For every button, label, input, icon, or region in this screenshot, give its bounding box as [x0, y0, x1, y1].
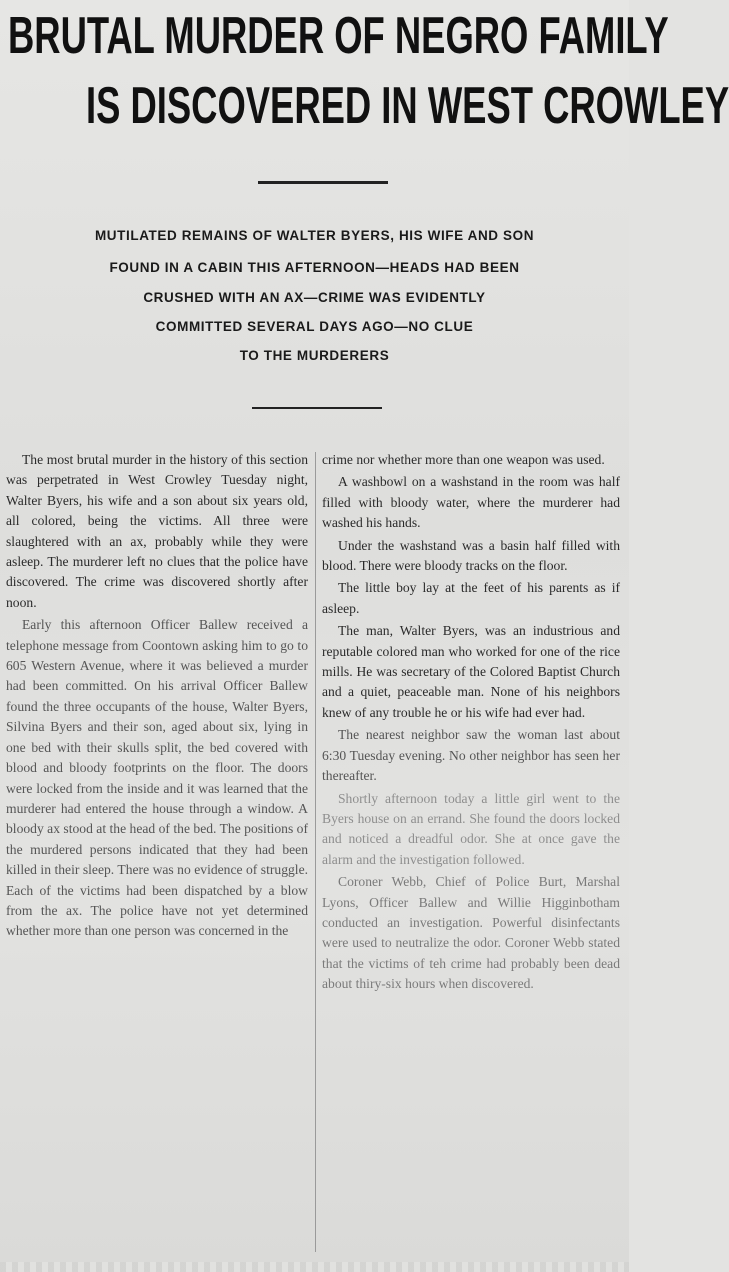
deck-divider [252, 407, 382, 409]
paragraph-little-girl: Shortly afternoon today a little girl went to the Byers house on an errand. She found the doors locked and noticed a dreadful odor. She at once gave the alarm and the investigation followed. [322, 790, 620, 867]
paragraph-continuation: crime nor whether more than one weapon was used. [322, 452, 605, 467]
paragraph-walter-byers: The man, Walter Byers, was an industrious and reputable colored man who worked for one of the rice mills. He was secretary of the Colored Baptist Church and a quiet, peaceable man. None of his neighbors knew of any trouble he or his wife had ever had. [322, 623, 620, 720]
deck-line-4: COMMITTED SEVERAL DAYS AGO—NO CLUE [155, 319, 474, 334]
article-column-right [322, 450, 620, 995]
paragraph-coroner: Coroner Webb, Chief of Police Burt, Marshal Lyons, Officer Ballew and Willie Higginbotham conducted an investigation. Powerful disinfectants were used to neutralize the odor. Coroner Webb stated that the victims of teh crime had probably been dead about thiry-six hours when discovered. [322, 874, 620, 992]
deck-line-3: CRUSHED WITH AN AX—CRIME WAS EVIDENTLY [143, 290, 486, 305]
deck-line-5: TO THE MURDERERS [239, 348, 390, 363]
headline-line-1: BRUTAL MURDER OF NEGRO FAMILY [8, 7, 669, 65]
paragraph-opening: The most brutal murder in the history of this section was perpetrated in West Crowley Tuesday night, Walter Byers, his wife and a son about six years old, all colored, being the victims. All three were slaughtered with an ax, probably while they were asleep. The murderer left no clues that the police have discovered. The crime was discovered shortly after noon. [6, 452, 308, 610]
paragraph-washbowl: A washbowl on a washstand in the room was half filled with bloody water, where the murderer had washed his hands. [322, 474, 620, 531]
deck-line-1: MUTILATED REMAINS OF WALTER BYERS, HIS WIFE AND SON [94, 228, 535, 243]
paragraph-neighbor: The nearest neighbor saw the woman last about 6:30 Tuesday evening. No other neighbor has seen her thereafter. [322, 727, 620, 784]
article-column-left [6, 450, 308, 942]
headline-line-2: IS DISCOVERED IN WEST CROWLEY [86, 77, 729, 135]
paragraph-discovery: Early this afternoon Officer Ballew received a telephone message from Coontown asking him to go to 605 Western Avenue, where it was believed a murder had been committed. On his arrival Officer Ballew found the three occupants of the house, Walter Byers, Silvina Byers and their son, aged about six, lying in one bed with their skulls split, the bed covered with blood and bloody footprints on the floor. The doors were locked from the inside and it was learned that the murderer had entered the house through a window. A bloody ax stood at the head of the bed. The positions of the murdered persons indicated that they had been killed in their sleep. There was no evidence of struggle. Each of the victims had been dispatched by a blow from the ax. The police have not yet determined whether more than one person was concerned in the [6, 615, 308, 942]
torn-bottom-edge [0, 1262, 629, 1272]
headline-divider [258, 181, 388, 184]
paragraph-boy: The little boy lay at the feet of his parents as if asleep. [322, 580, 620, 616]
paragraph-basin: Under the washstand was a basin half filled with blood. There were bloody tracks on the floor. [322, 537, 620, 574]
column-divider [315, 452, 316, 1252]
deck-line-2: FOUND IN A CABIN THIS AFTERNOON—HEADS HAD BEEN [109, 260, 520, 275]
